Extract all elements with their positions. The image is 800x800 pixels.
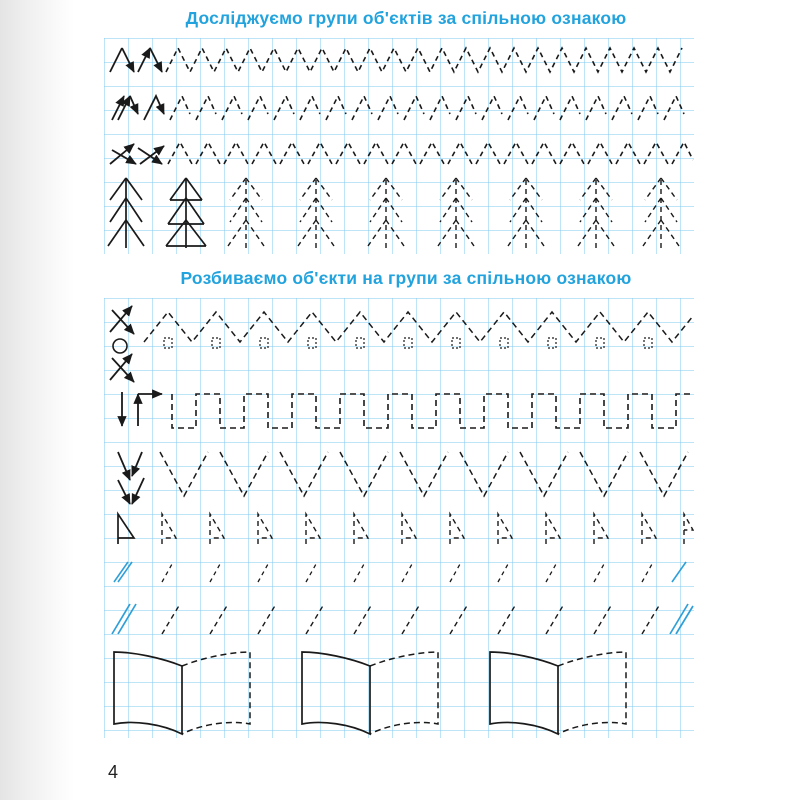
page-title-second: Розбиваємо об'єкти на групи за спільною ознакою bbox=[180, 268, 632, 288]
exercise-block-2-svg bbox=[104, 298, 694, 738]
page-gutter-shadow bbox=[0, 0, 74, 800]
exercise-block-1-svg bbox=[104, 38, 694, 254]
page-title-first: Досліджуємо групи об'єктів за спільною ознакою bbox=[185, 8, 627, 28]
exercise-block-2 bbox=[104, 298, 694, 738]
page-number: 4 bbox=[108, 762, 119, 782]
exercise-block-1 bbox=[104, 38, 694, 254]
